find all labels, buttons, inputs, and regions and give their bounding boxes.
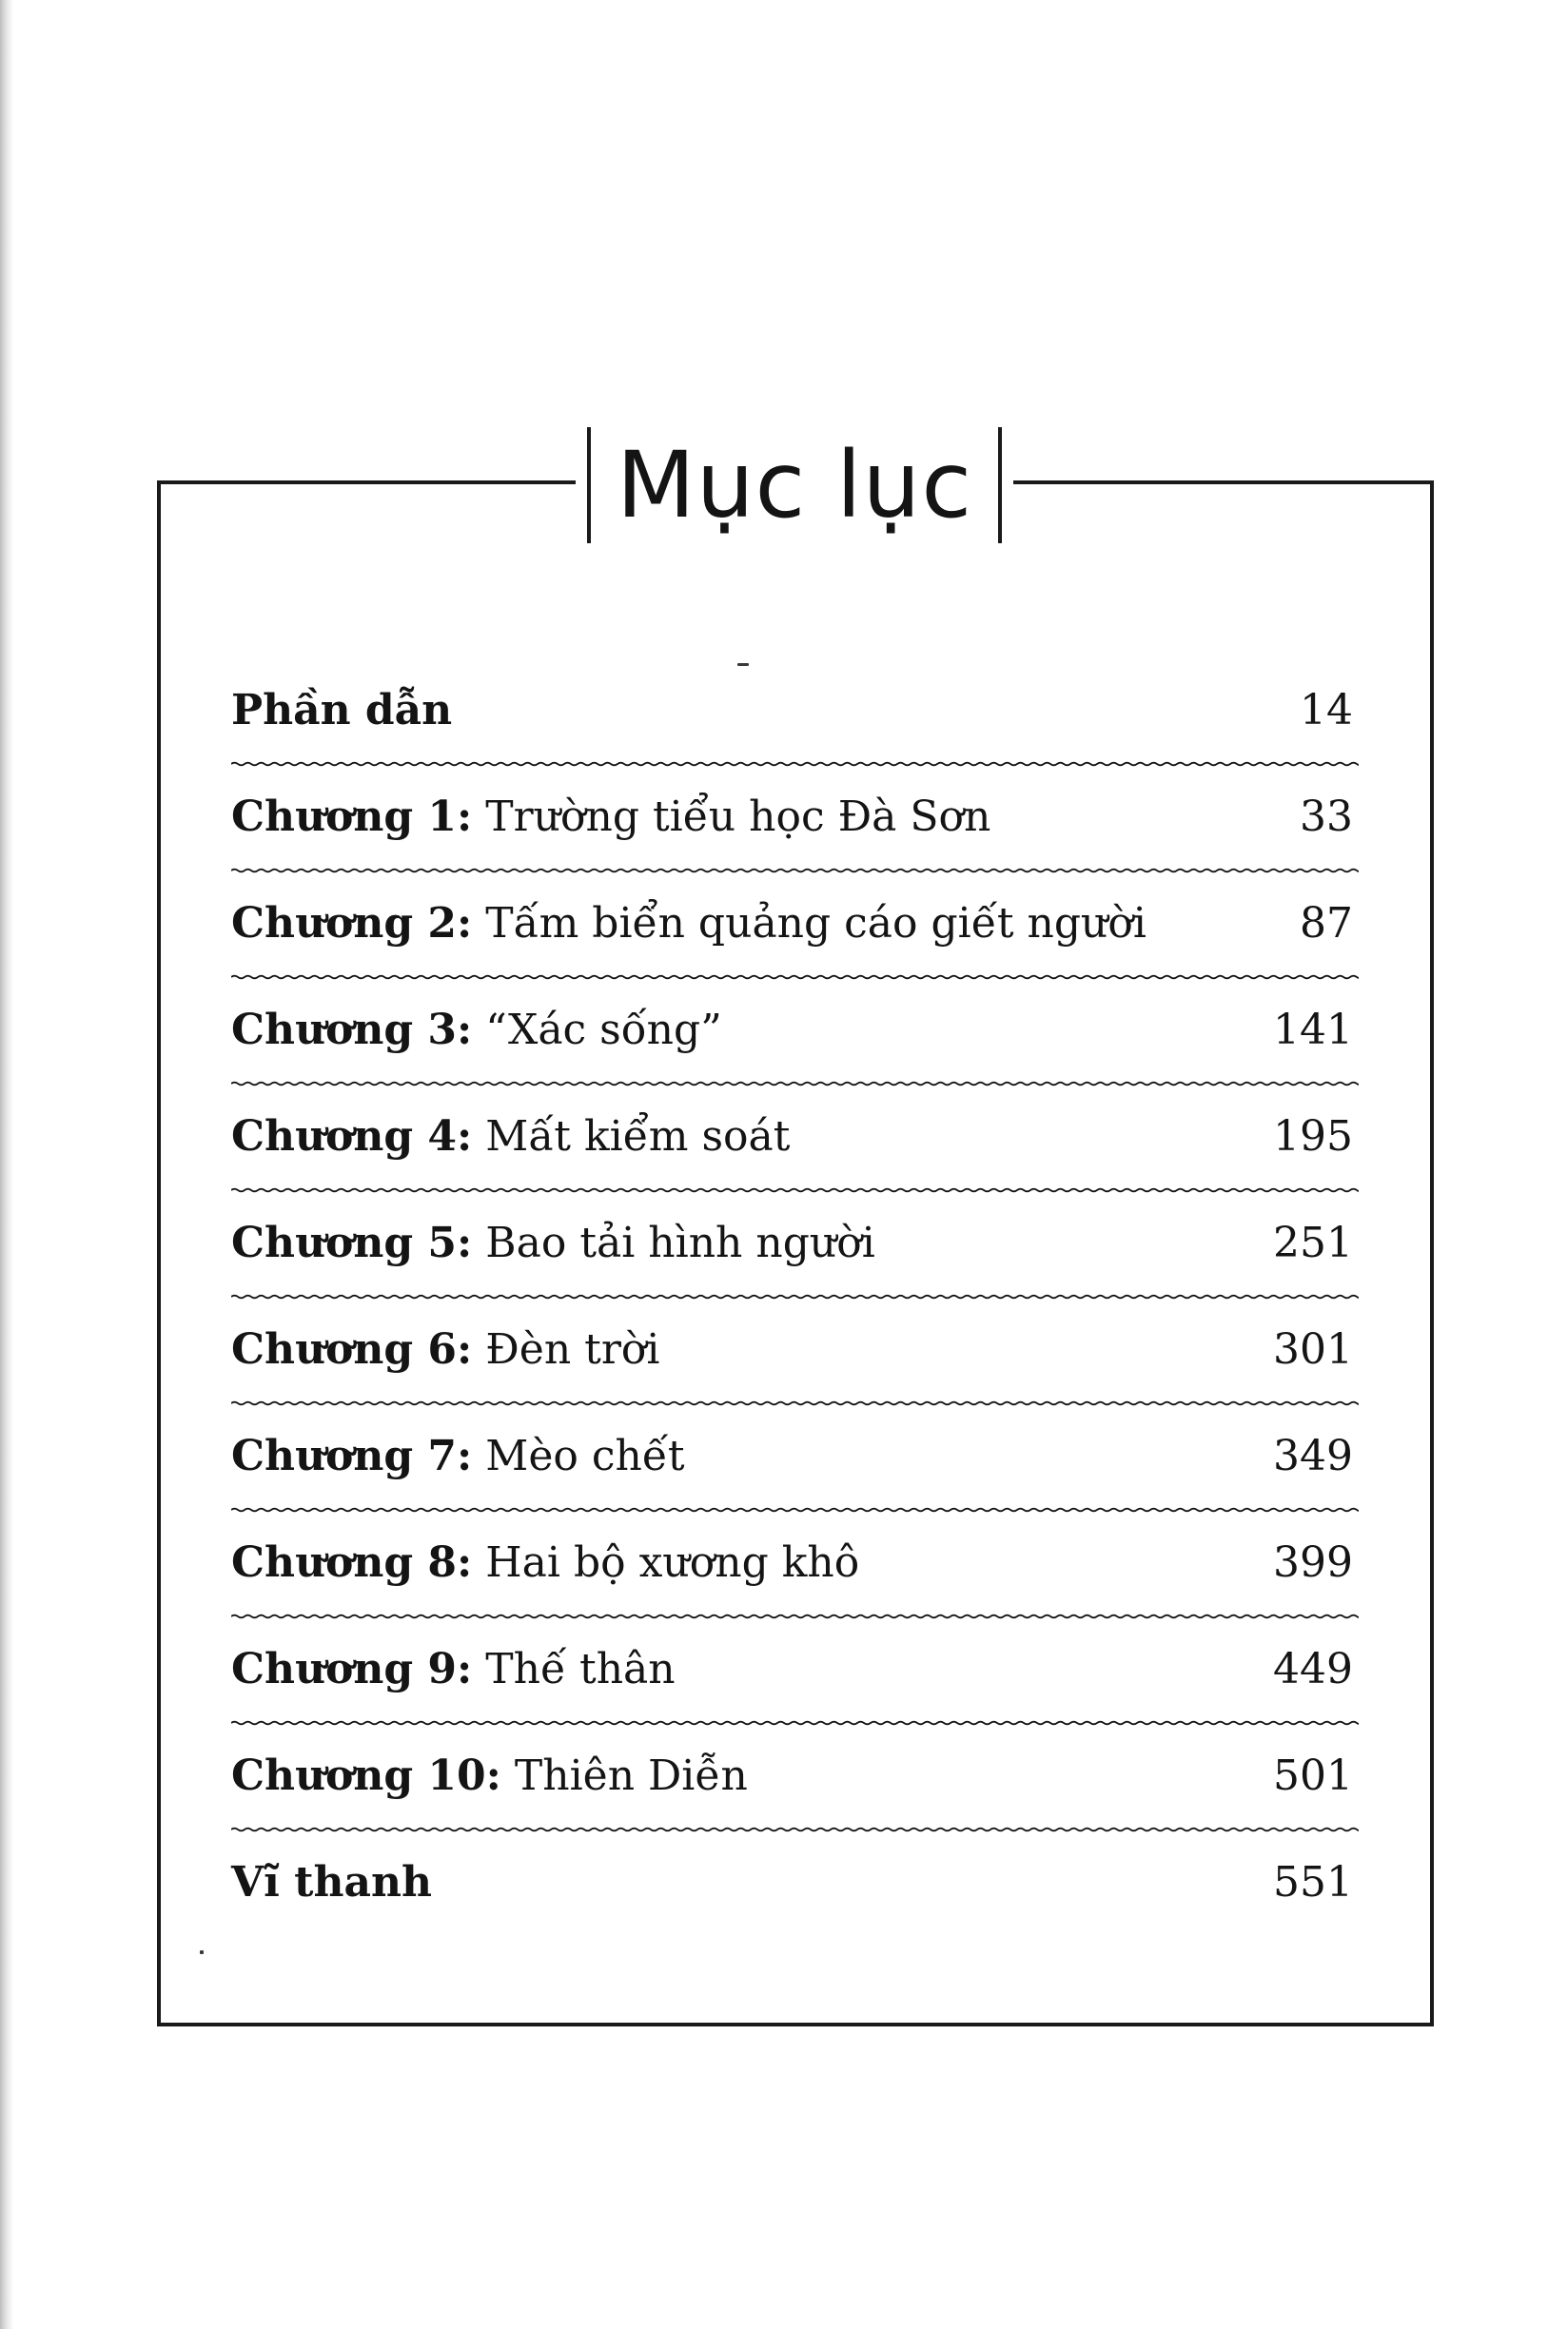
toc-entry-title: Mèo chết bbox=[485, 1432, 685, 1480]
toc-entry[interactable] bbox=[231, 1838, 1359, 1945]
toc-entry-title: Đèn trời bbox=[485, 1325, 660, 1374]
toc-entry-heading bbox=[231, 687, 452, 735]
toc-entry-label: Chương 1: bbox=[231, 793, 473, 841]
toc-entry-title: Thế thân bbox=[485, 1645, 676, 1693]
wavy-divider-stroke bbox=[231, 1722, 1359, 1725]
toc-entry[interactable] bbox=[231, 1092, 1359, 1199]
print-speck bbox=[200, 1950, 204, 1954]
toc-entry-text bbox=[231, 687, 1359, 735]
toc-entry-heading bbox=[231, 1220, 875, 1268]
wavy-divider bbox=[231, 1718, 1359, 1728]
toc-entry[interactable] bbox=[231, 1412, 1359, 1518]
toc-entry-label: Chương 7: bbox=[231, 1432, 473, 1480]
toc-entry[interactable] bbox=[231, 879, 1359, 986]
toc-entry-title: Trường tiểu học Đà Sơn bbox=[485, 793, 991, 841]
toc-entry-title: Tấm biển quảng cáo giết người bbox=[485, 899, 1147, 948]
toc-entry-label: Chương 4: bbox=[231, 1112, 473, 1161]
page-title: Mục lục bbox=[616, 432, 973, 538]
toc-entry-page: 251 bbox=[1273, 1219, 1353, 1267]
page-edge-shadow bbox=[0, 0, 13, 2329]
toc-entry-page: 141 bbox=[1273, 1006, 1353, 1054]
wavy-divider-stroke bbox=[231, 1615, 1359, 1618]
wavy-divider-stroke bbox=[231, 1189, 1359, 1192]
toc-entry-page: 551 bbox=[1273, 1858, 1353, 1907]
toc-entry-label: Chương 9: bbox=[231, 1645, 473, 1693]
toc-entry-page: 14 bbox=[1300, 686, 1353, 734]
toc-entry-page: 87 bbox=[1300, 899, 1353, 948]
wavy-divider-stroke bbox=[231, 1296, 1359, 1299]
toc-entry-label: Chương 2: bbox=[231, 899, 473, 948]
toc-entry-heading bbox=[231, 1113, 790, 1162]
wavy-divider bbox=[231, 1079, 1359, 1088]
toc-entry-page: 399 bbox=[1273, 1538, 1353, 1587]
toc-entry-heading bbox=[231, 900, 1147, 949]
toc-entry-label: Chương 6: bbox=[231, 1325, 473, 1374]
toc-entry-heading bbox=[231, 1859, 432, 1908]
wavy-divider-stroke bbox=[231, 1509, 1359, 1512]
title-right-bar bbox=[998, 427, 1002, 543]
toc-entry-title: Mất kiểm soát bbox=[485, 1112, 791, 1161]
toc-entry-title: Thiên Diễn bbox=[514, 1752, 748, 1800]
wavy-divider-stroke bbox=[231, 1083, 1359, 1086]
wavy-divider bbox=[231, 1612, 1359, 1621]
wavy-divider-stroke bbox=[231, 1402, 1359, 1405]
toc-entry-text bbox=[231, 900, 1359, 949]
wavy-divider-stroke bbox=[231, 870, 1359, 872]
toc-entry-text bbox=[231, 1220, 1359, 1268]
toc-entry-text bbox=[231, 1646, 1359, 1694]
title-left-bar bbox=[587, 427, 591, 543]
toc-entry-heading bbox=[231, 1752, 748, 1801]
wavy-divider bbox=[231, 1185, 1359, 1195]
toc-entry-text bbox=[231, 1113, 1359, 1162]
wavy-divider-stroke bbox=[231, 763, 1359, 766]
toc-list bbox=[231, 666, 1359, 1945]
toc-entry-page: 301 bbox=[1273, 1325, 1353, 1374]
toc-entry-page: 449 bbox=[1273, 1645, 1353, 1693]
toc-entry-label: Chương 3: bbox=[231, 1006, 473, 1054]
wavy-divider bbox=[231, 972, 1359, 982]
toc-entry-heading bbox=[231, 1646, 676, 1694]
wavy-divider bbox=[231, 1292, 1359, 1302]
toc-entry-page: 349 bbox=[1273, 1432, 1353, 1480]
wavy-divider bbox=[231, 759, 1359, 769]
toc-entry-title: Hai bộ xương khô bbox=[485, 1538, 860, 1587]
toc-entry[interactable] bbox=[231, 666, 1359, 773]
toc-entry[interactable] bbox=[231, 773, 1359, 879]
toc-entry-heading bbox=[231, 793, 990, 842]
toc-entry-label: Chương 10: bbox=[231, 1752, 501, 1800]
toc-entry-label: Chương 5: bbox=[231, 1219, 473, 1267]
toc-entry[interactable] bbox=[231, 1518, 1359, 1625]
toc-entry-text bbox=[231, 793, 1359, 842]
toc-entry-text bbox=[231, 1326, 1359, 1375]
toc-entry-page: 33 bbox=[1300, 793, 1353, 841]
toc-entry[interactable] bbox=[231, 1625, 1359, 1732]
toc-entry-heading bbox=[231, 1433, 685, 1481]
toc-entry-text bbox=[231, 1433, 1359, 1481]
toc-entry-heading bbox=[231, 1326, 659, 1375]
toc-entry-page: 501 bbox=[1273, 1752, 1353, 1800]
toc-entry[interactable] bbox=[231, 1199, 1359, 1305]
toc-entry-text bbox=[231, 1007, 1359, 1055]
toc-entry-label: Vĩ thanh bbox=[231, 1858, 432, 1907]
toc-entry-title: “Xác sống” bbox=[485, 1006, 722, 1054]
toc-entry-text bbox=[231, 1752, 1359, 1801]
toc-entry[interactable] bbox=[231, 1305, 1359, 1412]
wavy-divider bbox=[231, 1825, 1359, 1834]
toc-entry-text bbox=[231, 1859, 1359, 1908]
toc-entry-heading bbox=[231, 1007, 722, 1055]
toc-entry-page: 195 bbox=[1273, 1112, 1353, 1161]
toc-entry-label: Phần dẫn bbox=[231, 686, 453, 734]
wavy-divider bbox=[231, 1505, 1359, 1515]
toc-entry-heading bbox=[231, 1539, 859, 1588]
toc-entry[interactable] bbox=[231, 1732, 1359, 1838]
wavy-divider-stroke bbox=[231, 1829, 1359, 1831]
toc-entry-label: Chương 8: bbox=[231, 1538, 473, 1587]
wavy-divider-stroke bbox=[231, 976, 1359, 979]
toc-entry-title: Bao tải hình người bbox=[485, 1219, 875, 1267]
wavy-divider bbox=[231, 866, 1359, 875]
wavy-divider bbox=[231, 1399, 1359, 1408]
toc-entry-text bbox=[231, 1539, 1359, 1588]
toc-entry[interactable] bbox=[231, 986, 1359, 1092]
title-block bbox=[576, 423, 1013, 547]
